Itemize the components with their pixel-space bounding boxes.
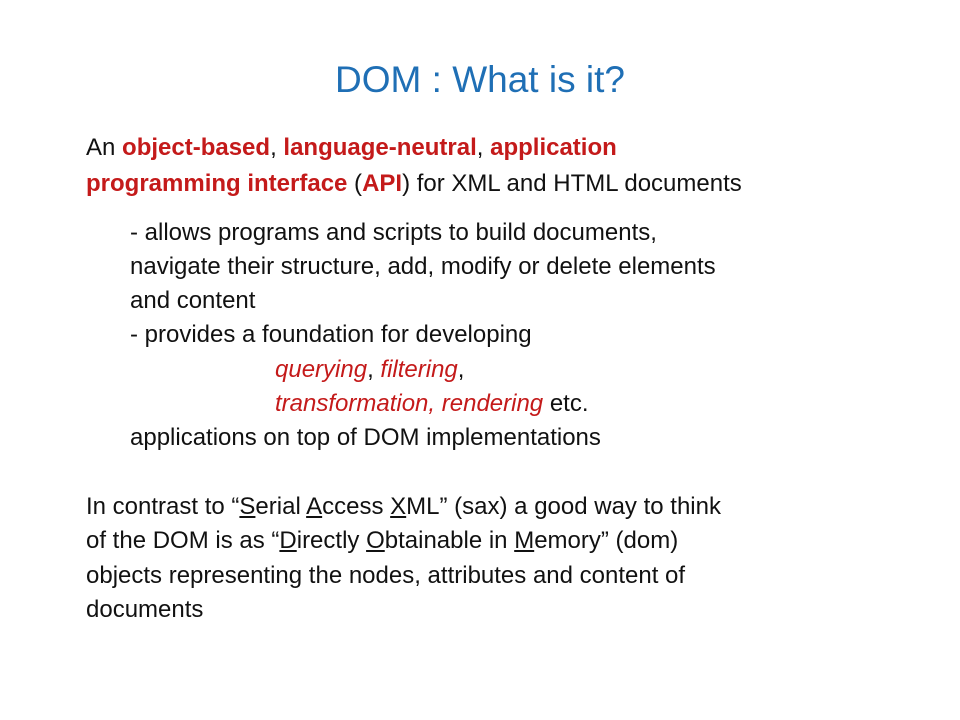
intro-line-2	[86, 169, 742, 199]
acronym-letter-x: X	[390, 493, 407, 520]
bullet-2-apps-line-1	[275, 355, 464, 385]
term-api: API	[362, 170, 403, 197]
contrast-text: ccess	[322, 493, 391, 520]
contrast-text: btainable in	[384, 527, 515, 554]
bullet-2-line-end: applications on top of DOM implementations	[130, 424, 601, 451]
bullet-1-line-1: - allows programs and scripts to build documents,	[130, 219, 657, 246]
etc-text: etc.	[543, 390, 589, 417]
intro-line-1	[86, 133, 617, 163]
bullet-1-line-2: navigate their structure, add, modify or delete elements	[130, 253, 716, 280]
contrast-line-1	[86, 492, 721, 522]
contrast-text: irectly	[296, 527, 367, 554]
acronym-letter-m: M	[514, 527, 535, 554]
term-transformation: transformation	[275, 390, 429, 417]
intro-text: ) for XML and HTML documents	[402, 170, 742, 197]
bullet-2-line-1: - provides a foundation for developing	[130, 321, 532, 348]
separator: ,	[428, 390, 442, 417]
contrast-text: In contrast to “	[86, 493, 240, 520]
acronym-letter-s: S	[239, 493, 256, 520]
intro-text: ,	[476, 134, 491, 161]
intro-text: ,	[270, 134, 284, 161]
bullet-2-apps-line-2	[275, 389, 589, 419]
acronym-letter-d: D	[279, 527, 297, 554]
intro-text: An	[86, 134, 123, 161]
contrast-line-3: objects representing the nodes, attributes and content of	[86, 562, 686, 589]
contrast-text: erial	[255, 493, 307, 520]
separator: ,	[367, 356, 381, 383]
acronym-letter-o: O	[366, 527, 385, 554]
acronym-letter-a: A	[306, 493, 323, 520]
term-programming-interface: programming interface	[86, 170, 348, 197]
term-filtering: filtering	[380, 356, 458, 383]
contrast-text: of the DOM is as “	[86, 527, 280, 554]
term-rendering: rendering	[441, 390, 544, 417]
term-application: application	[490, 134, 617, 161]
term-language-neutral: language-neutral	[283, 134, 477, 161]
contrast-line-4: documents	[86, 596, 204, 623]
contrast-text: emory” (dom)	[534, 527, 679, 554]
term-object-based: object-based	[122, 134, 271, 161]
bullet-1-line-3: and content	[130, 287, 256, 314]
contrast-text: ML” (sax) a good way to think	[406, 493, 721, 520]
term-querying: querying	[275, 356, 368, 383]
separator: ,	[457, 356, 465, 383]
contrast-line-2	[86, 526, 678, 556]
slide-title: DOM : What is it?	[335, 59, 625, 100]
intro-text: (	[347, 170, 363, 197]
